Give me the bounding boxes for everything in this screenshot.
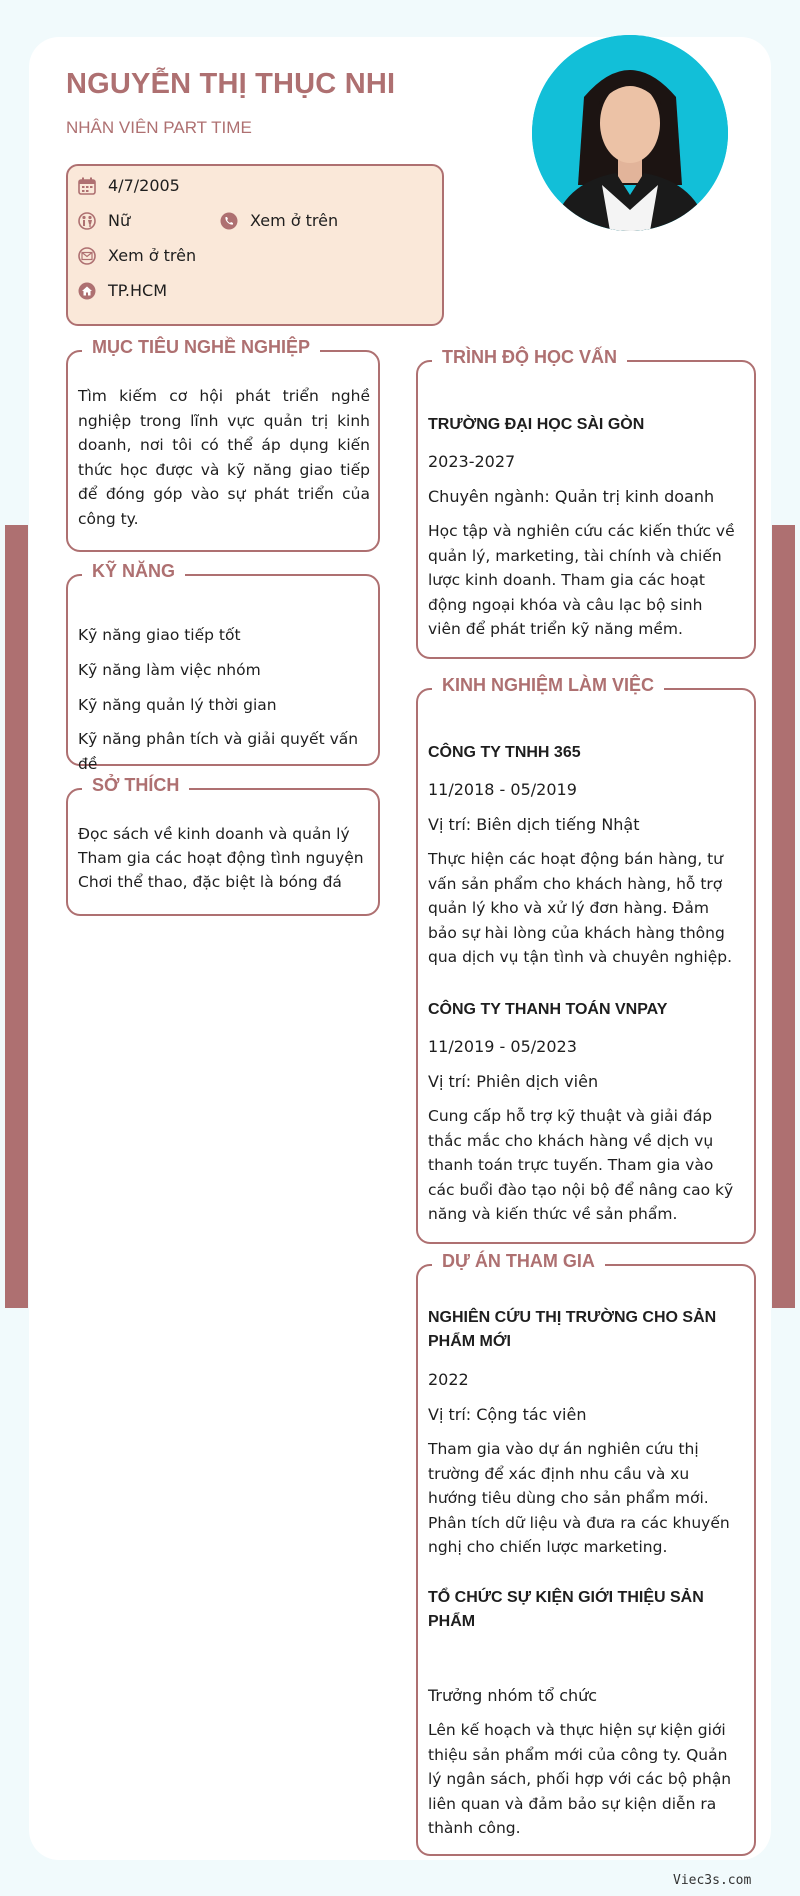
skills-title: KỸ NĂNG <box>82 561 185 582</box>
education-title: TRÌNH ĐỘ HỌC VẤN <box>432 347 627 368</box>
phone-icon <box>220 212 238 230</box>
email-value: Xem ở trên <box>108 246 197 265</box>
birthday-row <box>78 176 180 195</box>
skill-item: Kỹ năng quản lý thời gian <box>78 696 277 714</box>
skill-item: Kỹ năng phân tích và giải quyết vấn đề <box>78 730 359 773</box>
hobby-item: Chơi thể thao, đặc biệt là bóng đá <box>78 873 342 891</box>
hobby-item: Đọc sách về kinh doanh và quản lý <box>78 825 350 843</box>
job-position: Vị trí: Biên dịch tiếng Nhật <box>428 815 640 834</box>
objective-section <box>66 337 380 552</box>
job-position: Vị trí: Phiên dịch viên <box>428 1072 599 1091</box>
projects-section <box>416 1251 756 1856</box>
company-name: CÔNG TY TNHH 365 <box>428 744 581 761</box>
avatar <box>532 35 728 231</box>
email-row <box>78 246 196 265</box>
project-name: NGHIÊN CỨU THỊ TRƯỜNG CHO SẢN PHẨM MỚI <box>428 1309 717 1350</box>
school-name: TRƯỜNG ĐẠI HỌC SÀI GÒN <box>428 416 645 433</box>
gender-value: Nữ <box>108 211 131 230</box>
education-description: Học tập và nghiên cứu các kiến thức về quản lý, marketing, tài chính và chiến lược kinh doanh. Tham gia các hoạt động ngoại khóa và câu lạc bộ sinh viên để phát triển kỹ năng mềm. <box>428 522 735 638</box>
address-row <box>78 281 167 300</box>
project-description: Tham gia vào dự án nghiên cứu thị trường để xác định nhu cầu và xu hướng tiêu dùng cho sản phẩm mới. Phân tích dữ liệu và đưa ra các khuyến nghị cho chiến lược marketing. <box>428 1440 730 1556</box>
experience-title: KINH NGHIỆM LÀM VIỆC <box>432 675 664 696</box>
watermark: Viec3s.com <box>673 1873 752 1888</box>
education-major: Chuyên ngành: Quản trị kinh doanh <box>428 487 715 506</box>
skill-item: Kỹ năng làm việc nhóm <box>78 661 261 679</box>
left-decor-bar <box>5 525 28 1308</box>
job-period: 11/2019 - 05/2023 <box>428 1037 577 1056</box>
job-title: NHÂN VIÊN PART TIME <box>66 118 252 137</box>
projects-title: DỰ ÁN THAM GIA <box>432 1251 605 1272</box>
email-icon <box>78 247 96 265</box>
hobbies-section <box>66 775 380 916</box>
job-description: Cung cấp hỗ trợ kỹ thuật và giải đáp thắc mắc cho khách hàng về dịch vụ thanh toán trực tuyến. Tham gia vào các buổi đào tạo nội bộ để nâng cao kỹ năng và kiến thức về sản phẩm. <box>428 1107 734 1223</box>
birthday-value: 4/7/2005 <box>108 176 180 195</box>
hobbies-title: SỞ THÍCH <box>82 775 189 796</box>
right-decor-bar <box>772 525 795 1308</box>
calendar-icon <box>78 177 96 195</box>
company-name: CÔNG TY THANH TOÁN VNPAY <box>428 1001 668 1018</box>
phone-value: Xem ở trên <box>250 211 339 230</box>
gender-row <box>78 211 130 230</box>
objective-text: Tìm kiếm cơ hội phát triển nghề nghiệp trong lĩnh vực quản trị kinh doanh, nơi tôi có thể áp dụng kiến thức học được và kỹ năng giao tiếp để đóng góp vào sự phát triển của công ty. <box>78 387 370 528</box>
job-description: Thực hiện các hoạt động bán hàng, tư vấn sản phẩm cho khách hàng, hỗ trợ quản lý kho và xử lý đơn hàng. Đảm bảo sự hài lòng của khách hàng thông qua dịch vụ tận tình và chuyên nghiệp. <box>428 850 733 966</box>
phone-row <box>220 211 338 230</box>
project-name: TỔ CHỨC SỰ KIỆN GIỚI THIỆU SẢN PHẨM <box>428 1589 704 1630</box>
project-year: 2022 <box>428 1370 469 1389</box>
skill-item: Kỹ năng giao tiếp tốt <box>78 626 241 644</box>
project-role: Vị trí: Cộng tác viên <box>428 1405 587 1424</box>
avatar-photo <box>532 35 728 231</box>
project-description: Lên kế hoạch và thực hiện sự kiện giới thiệu sản phẩm mới của công ty. Quản lý ngân sách, phối hợp với các bộ phận liên quan và đảm bảo sự kiện diễn ra thành công. <box>428 1721 732 1837</box>
experience-section <box>416 675 756 1244</box>
home-icon <box>78 282 96 300</box>
project-role: Trưởng nhóm tổ chức <box>428 1686 598 1705</box>
objective-title: MỤC TIÊU NGHỀ NGHIỆP <box>82 337 320 358</box>
education-section <box>416 347 756 659</box>
candidate-name: NGUYỄN THỊ THỤC NHI <box>66 68 396 100</box>
skills-section <box>66 561 380 773</box>
address-value: TP.HCM <box>108 281 168 300</box>
hobby-item: Tham gia các hoạt động tình nguyện <box>78 849 364 867</box>
education-period: 2023-2027 <box>428 452 516 471</box>
job-period: 11/2018 - 05/2019 <box>428 780 577 799</box>
gender-icon <box>78 212 96 230</box>
